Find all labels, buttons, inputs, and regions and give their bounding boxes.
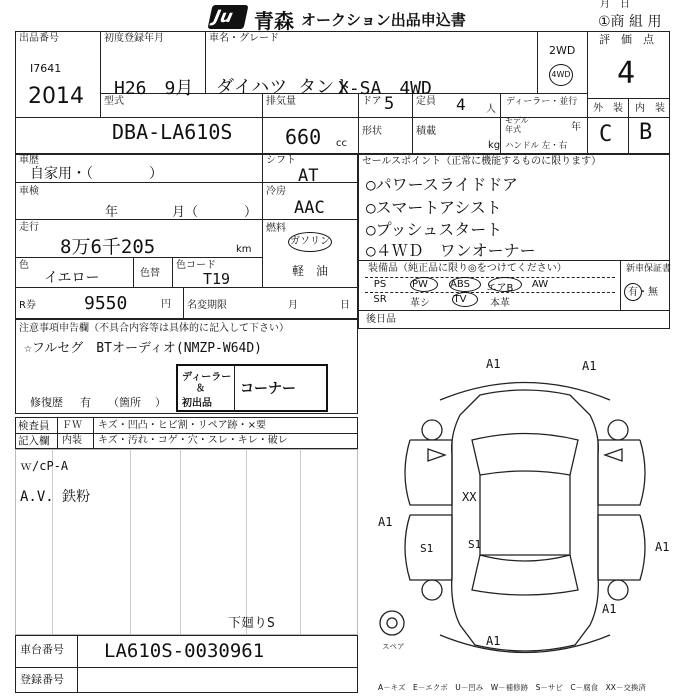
interior-value: B — [639, 120, 653, 145]
warranty-circle — [624, 283, 642, 301]
equip-leather-seat: 革シ — [410, 298, 430, 309]
displacement-label: 排気量 — [266, 96, 296, 107]
color-value: イエロー — [44, 270, 100, 286]
first-registration-value: H26 9月 — [114, 78, 194, 99]
equip-airbag-circle — [488, 277, 522, 292]
equipment-row-2 — [360, 294, 520, 309]
doors-value: 5 — [384, 94, 395, 114]
aircon-value: AAC — [294, 198, 325, 218]
selling-point-3: ○プッシュスタート — [366, 220, 503, 239]
spare-label: スペア — [382, 642, 405, 651]
fuel-diesel: 軽 油 — [292, 264, 329, 278]
diagram-mark-front-right: A1 — [582, 359, 597, 373]
handle-label: ハンドル 左・右 — [505, 141, 568, 151]
warranty-label: 新車保証書 — [626, 264, 672, 274]
drive-2wd-label: 2WD — [549, 44, 576, 57]
drive-4wd-circled: 4WD — [549, 64, 573, 86]
form-title: オークション出品申込書 — [301, 11, 466, 29]
color-code-value: T19 — [203, 270, 231, 288]
warranty-value: 有・無 — [628, 287, 658, 298]
corner-label: ①商 組 用 — [598, 14, 662, 30]
inspection-close: ） — [244, 205, 258, 220]
inspector-note-1: ｗ/cP-A — [20, 459, 69, 473]
history-label: 車歴 — [19, 155, 39, 166]
recycle-label: R券 — [19, 300, 36, 311]
inspector-fw-label: ＦＷ — [62, 420, 82, 431]
equip-abs: ABS — [450, 279, 470, 290]
repair-places: （箇所 — [108, 396, 141, 409]
inspection-label: 車検 — [19, 186, 39, 197]
registration-period-month: 月 — [288, 300, 298, 311]
inspector-note-3: 下廻りS — [228, 616, 275, 631]
inspector-fw-text: キズ・凹凸・ヒビ割・リペア跡・×要 — [98, 420, 266, 431]
inspector-label-2: 記入欄 — [18, 435, 50, 447]
recycle-value: 9550 — [84, 293, 128, 314]
diagram-mark-front-left: A1 — [486, 357, 501, 371]
diagram-mark-roof: XX — [462, 490, 477, 504]
model-year-unit: 年 — [571, 122, 581, 133]
shift-value: AT — [298, 166, 319, 186]
equip-tv: TV — [453, 294, 467, 305]
equip-abs-circle — [449, 277, 481, 292]
lot-label: 出品番号 — [19, 33, 59, 44]
aircon-label: 冷房 — [266, 186, 286, 197]
capacity-label: 定員 — [416, 96, 436, 107]
repair-label: 修復歴 — [30, 396, 63, 409]
diagram-mark-rear: A1 — [486, 634, 501, 648]
corner-date: 月 日 — [600, 0, 630, 10]
color-code-label: 色コード — [176, 260, 216, 271]
dealer-stamp: ディーラー ＆ 初出品 コーナー — [176, 364, 328, 412]
displacement-value: 660 — [285, 125, 322, 149]
capacity-unit: 人 — [486, 104, 496, 115]
inspector-int-text: キズ・汚れ・コゲ・穴・スレ・キレ・破レ — [98, 435, 288, 446]
mileage-value: 8万6千205 — [60, 236, 156, 258]
repair-close: ） — [155, 396, 166, 409]
doors-label: ドア — [362, 96, 382, 107]
model-label: 車名・グレード — [209, 33, 279, 44]
model-name: ダイハツ タント — [216, 77, 353, 98]
notes-label: 注意事項申告欄（不具合内容等は具体的に記入して下さい） — [19, 323, 289, 334]
equip-real-leather: 本革 — [490, 298, 510, 309]
mileage-label: 走行 — [19, 222, 39, 233]
equip-airbag: エアB — [486, 283, 514, 294]
inspector-int-label: 内装 — [62, 435, 82, 446]
fuel-gasoline-circled: ガソリン — [288, 232, 332, 252]
repair-has: 有 — [80, 396, 91, 409]
rating-label: 評 価 点 — [599, 33, 654, 46]
plate-label: 登録番号 — [20, 673, 64, 686]
chassis-value: LA610S-0030961 — [104, 640, 265, 662]
brand-name: 青森 — [254, 9, 294, 33]
inspector-note-2: A.V. 鉄粉 — [20, 489, 91, 505]
diagram-mark-left-sill: S1 — [420, 542, 434, 555]
damage-legend: A－キズ E－エクボ U－凹み W－補修跡 S－サビ C－腐食 XX－交換済 — [378, 683, 646, 692]
history-value: 自家用・（ ） — [30, 166, 163, 182]
diagram-mark-center: S1 — [468, 538, 482, 551]
notes-handwritten: ☆フルセグ BTオーディオ(NMZP-W64D) — [24, 341, 263, 356]
selling-point-2: ○スマートアシスト — [366, 198, 502, 217]
diagram-mark-rear-right: A1 — [602, 602, 617, 616]
type-value: DBA-LA610S — [112, 120, 233, 144]
equip-tv-circle — [452, 292, 478, 307]
diagram-mark-right-side: A1 — [655, 540, 670, 554]
capacity-value: 4 — [456, 95, 466, 114]
selling-points-label: セールスポイント（正常に機能するものに限ります） — [362, 156, 602, 167]
load-label: 積載 — [416, 126, 436, 137]
fuel-label: 燃料 — [266, 223, 286, 234]
dealer-label: ディーラー・並行 — [506, 97, 578, 107]
equipment-label: 装備品（純正品に限り◎をつけてください） — [368, 263, 567, 274]
displacement-unit: cc — [336, 138, 347, 149]
equip-aw: AW — [531, 279, 549, 290]
inspector-notes-area — [15, 449, 358, 635]
inspection-year: 年 — [105, 205, 119, 220]
mileage-unit: km — [236, 244, 252, 255]
equip-pw: PW — [412, 279, 428, 290]
shift-label: シフト — [266, 155, 296, 166]
rating-value: 4 — [617, 56, 636, 91]
color-change-label: 色替 — [140, 268, 160, 279]
color-label: 色 — [19, 260, 29, 271]
registration-period-label: 名変期限 — [187, 300, 227, 311]
inspection-month: 月（ — [172, 205, 199, 220]
auction-logo: Ju — [207, 5, 248, 29]
first-registration-label: 初度登録年月 — [104, 33, 164, 44]
model-grade: X-SA 4WD — [338, 78, 432, 99]
type-label: 型式 — [104, 96, 124, 107]
exterior-value: C — [599, 122, 613, 147]
car-damage-diagram — [370, 345, 675, 680]
exterior-label: 外 装 — [593, 103, 623, 114]
chassis-label: 車台番号 — [20, 643, 64, 656]
equip-pw-circle — [410, 277, 438, 292]
shape-label: 形状 — [362, 126, 382, 137]
model-year-label: モデル年式 — [505, 116, 529, 134]
load-unit: kg — [488, 140, 501, 151]
interior-label: 内 装 — [635, 103, 665, 114]
posterior-label: 後日品 — [366, 314, 396, 325]
lot-number: 2014 — [28, 84, 84, 109]
selling-point-4: ○４ＷＤ ワンオーナー — [366, 241, 536, 260]
diagram-mark-left-door: A1 — [378, 515, 393, 529]
inspector-label-1: 検査員 — [18, 420, 50, 432]
equip-ps: PS — [373, 279, 387, 290]
lot-small-number: I7641 — [30, 62, 62, 75]
recycle-unit: 円 — [161, 299, 171, 310]
equip-sr: SR — [373, 294, 387, 305]
registration-period-day: 日 — [340, 300, 350, 311]
selling-point-1: ○パワースライドドア — [366, 175, 518, 194]
